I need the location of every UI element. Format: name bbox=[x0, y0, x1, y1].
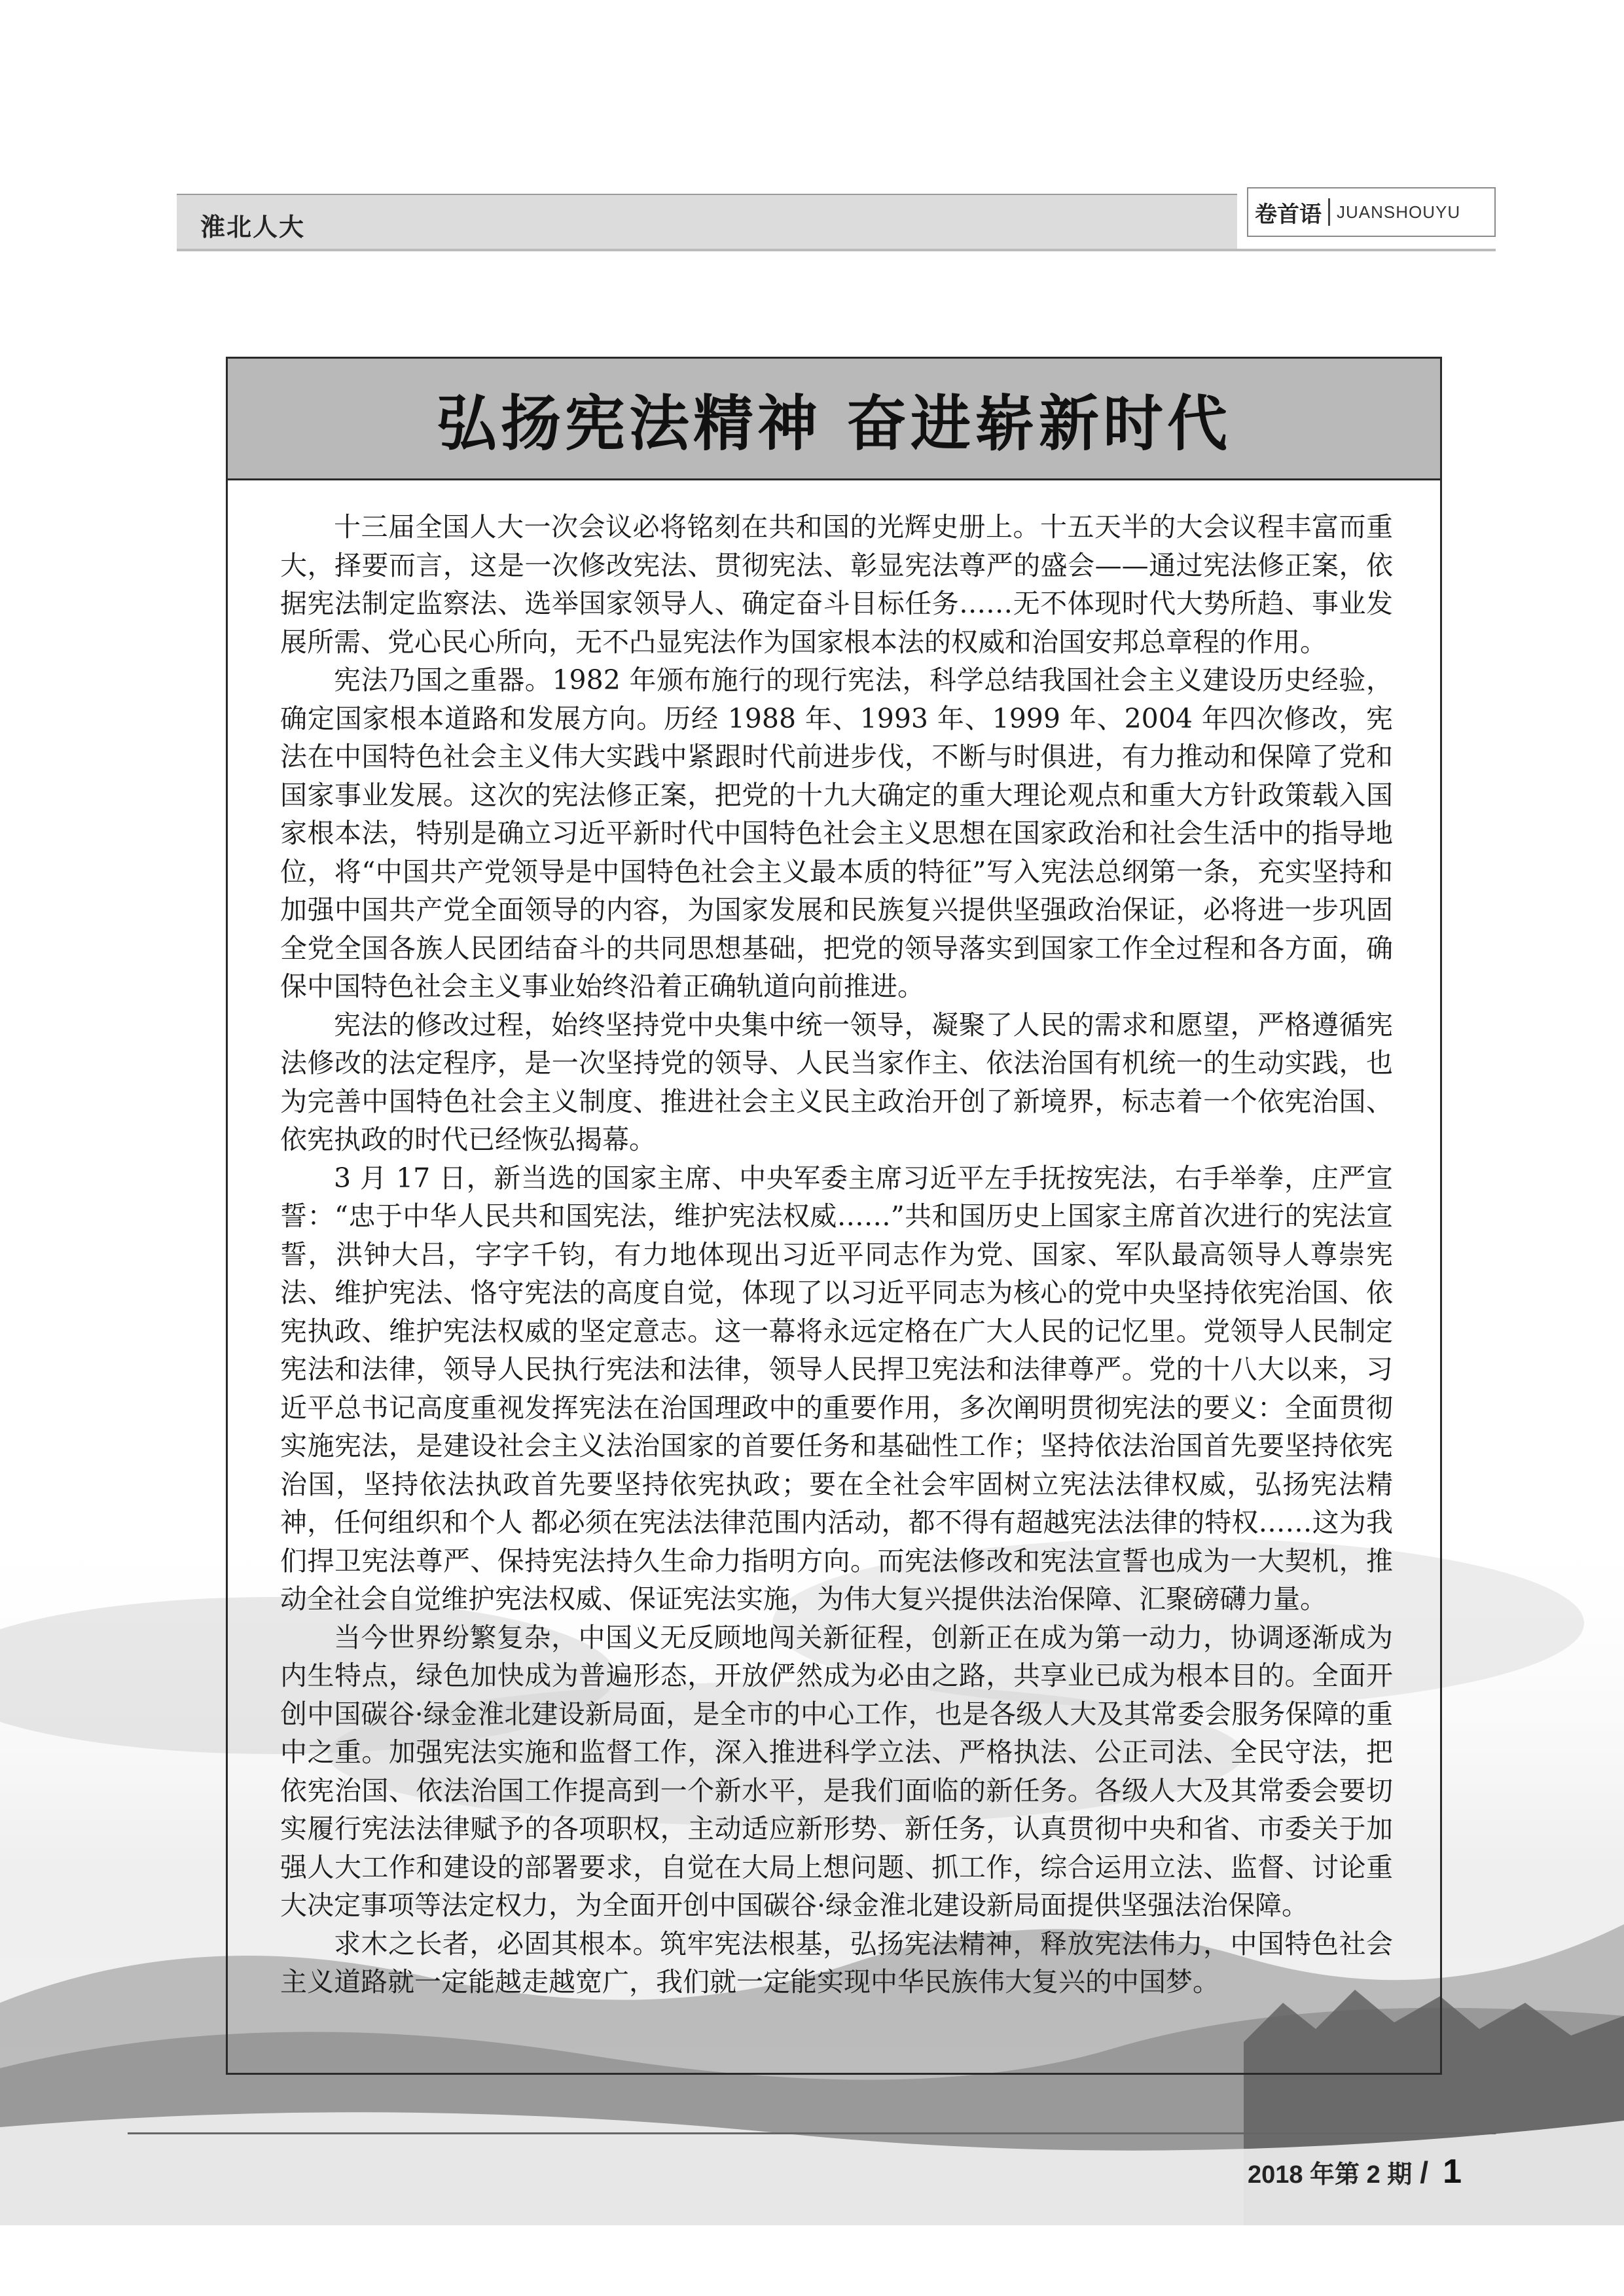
running-header-bar bbox=[177, 194, 1237, 249]
page-number: 1 bbox=[1443, 2153, 1462, 2191]
page-footer bbox=[1248, 2152, 1462, 2191]
paragraph: 当今世界纷繁复杂，中国义无反顾地闯关新征程，创新正在成为第一动力，协调逐渐成为内生特点，绿色加快成为普遍形态，开放俨然成为必由之路，共享业已成为根本目的。全面开创中国碳谷·绿金淮北建设新局面，是全市的中心工作，也是各级人大及其常委会服务保障的重中之重。加强宪法实施和监督工作，深入推进科学立法、严格执法、公正司法、全民守法，把依宪治国、依法治国工作提高到一个新水平，是我们面临的新任务。各级人大及其常委会要切实履行宪法法律赋予的各项职权，主动适应新形势、新任务，认真贯彻中央和省、市委关于加强人大工作和建设的部署要求，自觉在大局上想问题、抓工作，综合运用立法、监督、讨论重大决定事项等法定权力，为全面开创中国碳谷·绿金淮北建设新局面提供坚强法治保障。 bbox=[280, 1621, 1393, 1921]
footer-rule bbox=[128, 2132, 1496, 2134]
title-band bbox=[228, 359, 1440, 480]
paragraph: 宪法的修改过程，始终坚持党中央集中统一领导，凝聚了人民的需求和愿望，严格遵循宪法修改的法定程序，是一次坚持党的领导、人民当家作主、依法治国有机统一的生动实践，也为完善中国特色社会主义制度、推进社会主义民主政治开创了新境界，标志着一个依宪治国、依宪执政的时代已经恢弘揭幕。 bbox=[280, 1009, 1393, 1155]
section-name-en: JUANSHOUYU bbox=[1337, 202, 1461, 222]
footer-slash: / bbox=[1420, 2155, 1429, 2189]
section-name-cn: 卷首语 bbox=[1255, 201, 1322, 228]
paragraph: 求木之长者，必固其根本。筑牢宪法根基，弘扬宪法精神，释放宪法伟力，中国特色社会主义道路就一定能越走越宽广，我们就一定能实现中华民族伟大复兴的中国梦。 bbox=[280, 1928, 1393, 1998]
header-rule bbox=[177, 249, 1496, 251]
section-divider bbox=[1328, 198, 1330, 226]
article-body bbox=[280, 508, 1393, 2001]
paragraph: 宪法乃国之重器。1982 年颁布施行的现行宪法，科学总结我国社会主义建设历史经验，确定国家根本道路和发展方向。历经 1988 年、1993 年、1999 年、2004 年四次修改，宪法在中国特色社会主义伟大实践中紧跟时代前进步伐，不断与时俱进，有力推动和保障了党和国家事业发展。这次的宪法修正案，把党的十九大确定的重大理论观点和重大方针政策载入国家根本法，特别是确立习近平新时代中国特色社会主义思想在国家政治和社会生活中的指导地位，将“中国共产党领导是中国特色社会主义最本质的特征”写入宪法总纲第一条，充实坚持和加强中国共产党全面领导的内容，为国家发展和民族复兴提供坚强政治保证，必将进一步巩固全党全国各族人民团结奋斗的共同思想基础，把党的领导落实到国家工作全过程和各方面，确保中国特色社会主义事业始终沿着正确轨道向前推进。 bbox=[280, 664, 1393, 1002]
article-title: 弘扬宪法精神 奋进崭新时代 bbox=[436, 388, 1232, 459]
editorial-article bbox=[226, 357, 1442, 2075]
paragraph: 3 月 17 日，新当选的国家主席、中央军委主席习近平左手抚按宪法，右手举拳，庄严宣誓：“忠于中华人民共和国宪法，维护宪法权威……”共和国历史上国家主席首次进行的宪法宣誓，洪钟大吕，字字千钧，有力地体现出习近平同志作为党、国家、军队最高领导人尊崇宪法、维护宪法、恪守宪法的高度自觉，体现了以习近平同志为核心的党中央坚持依宪治国、依宪执政、维护宪法权威的坚定意志。这一幕将永远定格在广大人民的记忆里。党领导人民制定宪法和法律，领导人民执行宪法和法律，领导人民捍卫宪法和法律尊严。党的十八大以来，习近平总书记高度重视发挥宪法在治国理政中的重要作用，多次阐明贯彻宪法的要义：全面贯彻实施宪法，是建设社会主义法治国家的首要任务和基础性工作；坚持依法治国首先要坚持依宪治国，坚持依法执政首先要坚持依宪执政；要在全社会牢固树立宪法法律权威，弘扬宪法精神，任何组织和个人 都必须在宪法法律范围内活动，都不得有超越宪法法律的特权……这为我们捍卫宪法尊严、保持宪法持久生命力指明方向。而宪法修改和宪法宣誓也成为一大契机，推动全社会自觉维护宪法权威、保证宪法实施，为伟大复兴提供法治保障、汇聚磅礴力量。 bbox=[280, 1162, 1393, 1615]
publication-name: 淮北人大 bbox=[200, 213, 306, 242]
issue-label: 2018 年第 2 期 bbox=[1247, 2161, 1413, 2189]
section-label-box bbox=[1247, 187, 1496, 237]
paragraph: 十三届全国人大一次会议必将铭刻在共和国的光辉史册上。十五天半的大会议程丰富而重大，择要而言，这是一次修改宪法、贯彻宪法、彰显宪法尊严的盛会——通过宪法修正案，依据宪法制定监察法、选举国家领导人、确定奋斗目标任务……无不体现时代大势所趋、事业发展所需、党心民心所向，无不凸显宪法作为国家根本法的权威和治国安邦总章程的作用。 bbox=[280, 511, 1393, 658]
